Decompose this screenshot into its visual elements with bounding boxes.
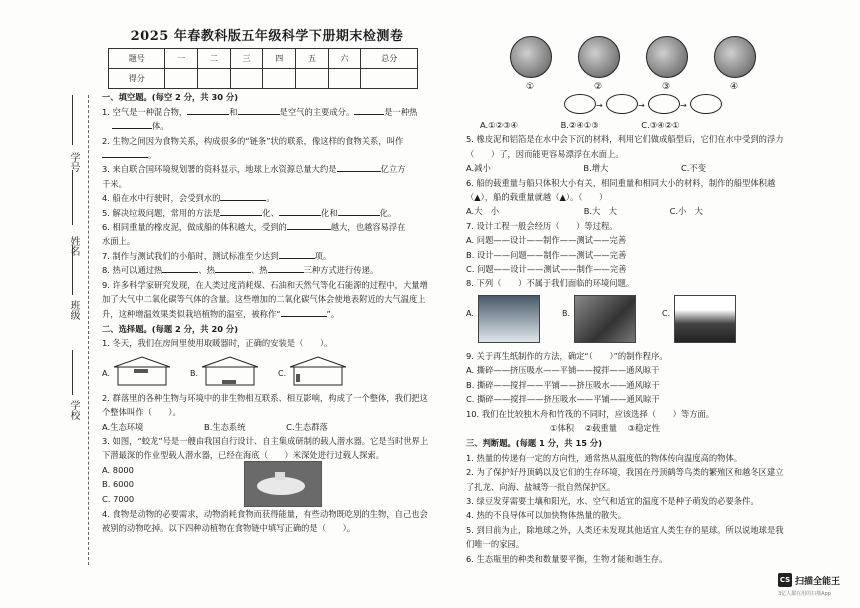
chain-blank[interactable]	[606, 94, 638, 114]
section3-title: 三、判断题。(每题 1 分，共 15 分)	[466, 438, 603, 449]
option-label[interactable]: A. 8000	[102, 464, 134, 475]
polar-bear-photo	[478, 295, 540, 343]
fold-line	[88, 95, 89, 565]
option-label[interactable]: B.②④①③	[560, 120, 599, 130]
house-heater-middle-icon	[288, 355, 348, 387]
choice-q4: 4. 食物是动物的必要需求，动物消耗食物而获得能量，有些动物既吃别的生物，自己也会被别的动物吃掉。以下四种动植物在食物链中填写正确的是（ ）。	[102, 508, 428, 534]
fill-q2: 2. 生物之间因为食物关系，构成很多的“链条”状的联系，像这样的食物关系，叫作。	[102, 135, 404, 161]
submersible-photo	[244, 461, 322, 507]
option-label[interactable]: B.增大	[583, 163, 609, 174]
score-table	[108, 48, 418, 89]
score-header-cell: 六	[328, 49, 361, 69]
choice-q5-options	[466, 161, 786, 175]
binding-margin	[0, 0, 100, 608]
option-label[interactable]: C.	[278, 368, 287, 378]
option-label[interactable]: B.	[562, 308, 571, 318]
score-cell[interactable]	[263, 69, 296, 89]
answer-blank[interactable]	[268, 263, 304, 273]
section1-title: 一、填空题。(每空 2 分，共 30 分)	[102, 92, 239, 103]
option-label[interactable]: C. 问题——设计——测试——制作——完善	[466, 264, 627, 275]
circle-number: ④	[730, 82, 739, 92]
option-label[interactable]: B.生态系统	[204, 421, 246, 432]
fill-q3: 3. 来自联合国环境规划署的资料显示，地球上水资源总量大约是 亿立方 千米。	[102, 164, 406, 189]
id-line	[72, 95, 73, 145]
score-cell[interactable]	[296, 69, 329, 89]
score-cell[interactable]	[198, 69, 231, 89]
answer-blank[interactable]	[220, 191, 266, 201]
choice-q3-options	[102, 463, 432, 507]
choice-q6: 6. 船的载重量与船只体积大小有关，相同重量和相同大小的材料，制作的船型体积越（▲），船的载重量就越（▲）。（ ）	[466, 177, 776, 203]
option-label[interactable]: C.小 大	[669, 206, 703, 217]
judge-q6: 6. 生态瓶里的种类和数量要平衡，生物才能和谐生存。	[466, 553, 668, 564]
judge-q5: 5. 到目前为止，除地球之外，人类还未发现其他适宜人类生存的星球。所以说地球是我们唯一的家园。	[466, 524, 784, 550]
option-label[interactable]: B. 6000	[102, 479, 135, 490]
option-label[interactable]: B. 撕碎——搅拌——平铺——挤压吸水——通风晾干	[466, 379, 660, 390]
score-row-label: 得分	[109, 69, 165, 89]
house-heater-top-icon	[112, 355, 172, 387]
fill-q4: 4. 船在水中行驶时，会受到水的 。	[102, 193, 275, 204]
choice-q10: 10. 我们在比较独木舟和竹筏的不同时，应该选择（ ）等方面。	[466, 408, 715, 419]
option-label[interactable]: A. 问题——设计——制作——测试——完善	[466, 235, 627, 246]
fill-q8: 8. 热可以通过热 、热 、热 三种方式进行传递。	[102, 265, 379, 276]
choice-q9: 9. 关于再生纸制作的方法，确定“（ ）”的制作程序。	[466, 350, 668, 361]
score-header-cell: 二	[198, 49, 231, 69]
answer-blank[interactable]	[281, 307, 327, 317]
option-label[interactable]: A.减小	[466, 163, 491, 174]
chain-blank[interactable]	[564, 94, 596, 114]
id-label: 学号	[68, 152, 79, 172]
pollution-photo	[674, 295, 736, 343]
option-label[interactable]: ②载重量	[584, 422, 618, 433]
option-label[interactable]: A.	[102, 368, 110, 378]
option-label[interactable]: ①体积	[550, 422, 575, 433]
circle-number: ①	[526, 82, 535, 92]
choice-q2: 2. 群落里的各种生物与环境中的非生物相互联系、相互影响，构成了一个整体，我们把这个整体叫作（ ）。	[102, 392, 428, 418]
score-cell[interactable]	[165, 69, 198, 89]
answer-blank[interactable]	[220, 206, 262, 216]
house-heater-bottom-icon	[200, 355, 260, 387]
circle-number: ③	[662, 82, 671, 92]
judge-q4: 4. 热的不良导体可以加快物体热量的散失。	[466, 510, 626, 521]
fill-q1-cont: 体。	[102, 119, 432, 133]
judge-q2: 2. 为了保护好丹顶鹤以及它们的生存环境，我国在丹顶鹤等鸟类的繁殖区和越冬区建立了扎龙、向海、盐城等一批自然保护区。	[466, 467, 784, 492]
score-header-cell: 四	[263, 49, 296, 69]
answer-blank[interactable]	[102, 148, 148, 158]
right-column	[466, 30, 786, 566]
score-header-cell: 总分	[361, 49, 418, 69]
scanner-tagline: 3亿人都在用的扫描App	[778, 591, 831, 597]
answer-blank[interactable]	[287, 220, 331, 230]
choice-q10-options	[466, 421, 786, 435]
answer-blank[interactable]	[162, 263, 198, 273]
option-label[interactable]: C.③④②①	[641, 120, 680, 130]
fill-q6: 6. 相同重量的橡皮泥，做成船的体积越大，受到的 越大，也越容易浮在 水面上。	[102, 222, 406, 247]
option-label[interactable]: C.生态群落	[286, 421, 328, 432]
bird-image	[510, 36, 552, 78]
option-label[interactable]: A. 撕碎——挤压吸水——平铺——搅拌——通风晾干	[466, 365, 660, 376]
choice-q8: 8. 下列（ ）不属于我们面临的环境问题。	[466, 278, 635, 289]
school-line	[72, 350, 73, 395]
choice-q4-options	[466, 118, 786, 132]
arrow-icon: →	[596, 101, 603, 110]
score-cell[interactable]	[361, 69, 418, 89]
class-label: 班级	[68, 300, 79, 320]
fill-q9: 9. 许多科学家研究发现，在人类过度消耗煤、石油和天然气等化石能源的过程中，大量增加了大气中二氧化碳等气体的含量。这些增加的二氧化碳气体会使地表附近的大气温度上升，这种增温效果类似栽培植物的温室，被称作“ ”。	[102, 279, 428, 319]
score-header-cell: 三	[230, 49, 263, 69]
chain-blank[interactable]	[648, 94, 680, 114]
judge-q3: 3. 绿豆发芽需要土壤和阳光，水、空气和适宜的温度不是种子萌发的必要条件。	[466, 495, 759, 506]
answer-blank[interactable]	[238, 105, 280, 115]
fill-q5: 5. 解决垃圾问题，常用的方法是 化、 化和 化。	[102, 207, 397, 218]
choice-q7: 7. 设计工程一般会经历（ ）等过程。	[466, 220, 618, 231]
choice-q3: 3. 如图，“蛟龙”号是一艘由我国自行设计、自主集成研制的载人潜水器。它是当时世界上下潜最深的作业型载人潜水器，已经在海底（ ）米深处进行过载人探索。	[102, 435, 429, 461]
forest-photo	[574, 295, 636, 343]
score-cell[interactable]	[328, 69, 361, 89]
left-column	[102, 30, 432, 536]
choice-q8-options	[466, 293, 786, 347]
food-chain-diagram	[466, 90, 786, 118]
name-line	[72, 170, 73, 225]
option-label[interactable]: ③稳定性	[627, 422, 661, 433]
choice-q1: 1. 冬天，我们在房间里使用取暖器时，正确的安装是（ ）。	[102, 338, 333, 349]
scanner-logo	[778, 573, 840, 587]
answer-blank[interactable]	[279, 206, 321, 216]
option-label[interactable]: B.	[190, 368, 199, 378]
option-label[interactable]: C. 撕碎——搅拌——挤压吸水——平铺——通风晾干	[466, 394, 660, 405]
score-cell[interactable]	[230, 69, 263, 89]
grass-image	[646, 36, 688, 78]
section2-title: 二、选择题。(每题 2 分，共 20 分)	[102, 323, 239, 334]
fill-q1: 1. 空气是一种混合物， 和 是空气的主要成分。 是一种热	[102, 106, 418, 117]
circle-number: ②	[594, 82, 603, 92]
answer-blank[interactable]	[279, 249, 315, 259]
option-label[interactable]: A.①②③④	[480, 120, 518, 130]
chain-blank[interactable]	[690, 94, 722, 114]
name-label: 姓名	[68, 236, 79, 256]
answer-blank[interactable]	[354, 105, 384, 115]
arrow-icon: →	[680, 101, 687, 110]
choice-q5: 5. 橡皮泥和铝箔是在水中会下沉的材料，利用它们做成船型后，它们在水中受到的浮力（ ）了，因而能更容易漂浮在水面上。	[466, 134, 784, 159]
score-header-cell: 一	[165, 49, 198, 69]
score-header-cell: 题号	[109, 49, 165, 69]
choice-q6-options	[466, 204, 786, 218]
option-label[interactable]: A.大 小	[466, 206, 500, 217]
score-header-cell: 五	[296, 49, 329, 69]
judge-q1: 1. 热量的传递有一定的方向性，通常热从温度低的物体传向温度高的物体。	[466, 452, 743, 463]
choice-q2-options	[102, 420, 432, 434]
option-label[interactable]: B.大 大	[583, 206, 617, 217]
cs-badge-icon: CS	[778, 573, 792, 587]
choice-q1-options	[102, 353, 432, 389]
food-chain-images	[466, 30, 786, 90]
option-label[interactable]: C.	[662, 308, 671, 318]
insect-image	[714, 36, 756, 78]
answer-blank[interactable]	[215, 263, 251, 273]
arrow-icon: →	[638, 101, 645, 110]
fill-q7: 7. 制作与测试我们的小船时，测试标准至少达到 项。	[102, 250, 332, 261]
option-label[interactable]: A.生态环境	[102, 421, 144, 432]
snake-image	[578, 36, 620, 78]
exam-title: 2025 年春教科版五年级科学下册期末检测卷	[130, 29, 404, 44]
school-label: 学校	[68, 400, 79, 420]
option-label[interactable]: A.	[466, 308, 474, 318]
option-label[interactable]: C. 7000	[102, 493, 135, 504]
answer-blank[interactable]	[187, 105, 229, 115]
answer-blank[interactable]	[337, 162, 381, 172]
answer-blank[interactable]	[338, 206, 380, 216]
scanner-app-name: 扫描全能王	[795, 576, 841, 587]
option-label[interactable]: C.不变	[680, 163, 707, 174]
answer-blank[interactable]	[112, 119, 152, 129]
option-label[interactable]: B. 设计——问题——制作——测试——完善	[466, 249, 627, 260]
